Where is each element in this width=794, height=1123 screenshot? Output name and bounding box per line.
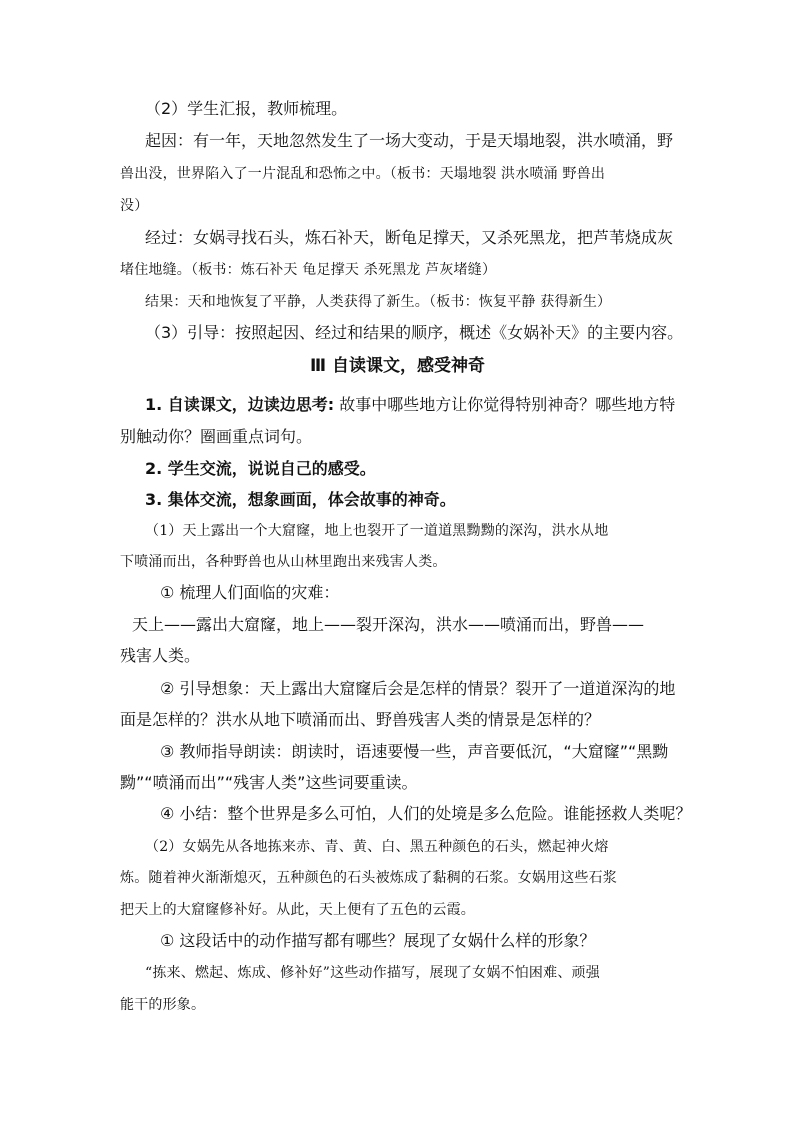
- paragraph-cause-line2: 兽出没，世界陷入了一片混乱和恐怖之中。（板书：天塌地裂 洪水喷涌 野兽出: [120, 166, 606, 182]
- item-1-text: 故事中哪些地方让你觉得特别神奇？哪些地方特: [334, 395, 676, 414]
- quote-1-line1: （1）天上露出一个大窟窿，地上也裂开了一道道黑黝黝的深沟，洪水从地: [145, 523, 609, 539]
- point-2-line1: ② 引导想象：天上露出大窟窿后会是怎样的情景？裂开了一道道深沟的地: [160, 679, 676, 698]
- paragraph-student-report: （2）学生汇报，教师梳理。: [145, 99, 348, 118]
- quote-2-line3: 把天上的大窟窿修补好。从此，天上便有了五色的云霞。: [120, 902, 475, 918]
- question-1: ① 这段话中的动作描写都有哪些？展现了女娲什么样的形象？: [160, 931, 596, 950]
- item-1-bold: 1. 自读课文，边读边思考:: [145, 395, 335, 414]
- item-2: 2. 学生交流，说说自己的感受。: [145, 459, 376, 478]
- point-3-line1: ③ 教师指导朗读：朗读时，语速要慢一些，声音要低沉，“大窟窿”“黑黝: [160, 742, 669, 761]
- item-3: 3. 集体交流，想象画面，体会故事的神奇。: [145, 490, 456, 509]
- point-3-line2: 黝”“喷涌而出”“残害人类”这些词要重读。: [120, 773, 418, 792]
- item-1-line2: 别触动你？圈画重点词句。: [120, 427, 313, 446]
- item-1-line1: [145, 394, 675, 416]
- point-4: ④ 小结：整个世界是多么可怕，人们的处境是多么危险。谁能拯救人类呢？: [160, 804, 692, 823]
- disaster-line1: 天上——露出大窟窿，地上——裂开深沟，洪水——喷涌而出，野兽——: [132, 615, 645, 634]
- point-2-line2: 面是怎样的？洪水从地下喷涌而出、野兽残害人类的情景是怎样的？: [120, 710, 601, 729]
- answer-1-line1: “拣来、燃起、炼成、修补好”这些动作描写，展现了女娲不怕困难、顽强: [145, 965, 600, 981]
- paragraph-guide-summary: （3）引导：按照起因、经过和结果的顺序，概述《女娲补天》的主要内容。: [145, 323, 684, 342]
- point-1: ① 梳理人们面临的灾难：: [160, 583, 340, 602]
- paragraph-cause-line3: 没）: [120, 198, 149, 214]
- paragraph-cause-line1: 起因：有一年，天地忽然发生了一场大变动，于是天塌地裂，洪水喷涌，野: [145, 131, 674, 150]
- paragraph-result: 结果：天和地恢复了平静，人类获得了新生。（板书：恢复平静 获得新生）: [145, 294, 612, 310]
- paragraph-process-line1: 经过：女娲寻找石头，炼石补天，断龟足撑天，又杀死黑龙，把芦苇烧成灰: [145, 228, 674, 247]
- paragraph-process-line2: 堵住地缝。（板书：炼石补天 龟足撑天 杀死黑龙 芦灰堵缝）: [120, 262, 497, 278]
- quote-1-line2: 下喷涌而出，各种野兽也从山林里跑出来残害人类。: [120, 554, 447, 570]
- section-heading: Ⅲ 自读课文，感受神奇: [310, 356, 485, 376]
- quote-2-line1: （2）女娲先从各地拣来赤、青、黄、白、黑五种颜色的石头，燃起神火熔: [145, 839, 609, 855]
- answer-1-line2: 能干的形象。: [120, 997, 206, 1013]
- disaster-line2: 残害人类。: [120, 646, 201, 665]
- quote-2-line2: 炼。随着神火渐渐熄灭，五种颜色的石头被炼成了黏稠的石浆。女娲用这些石浆: [120, 870, 617, 886]
